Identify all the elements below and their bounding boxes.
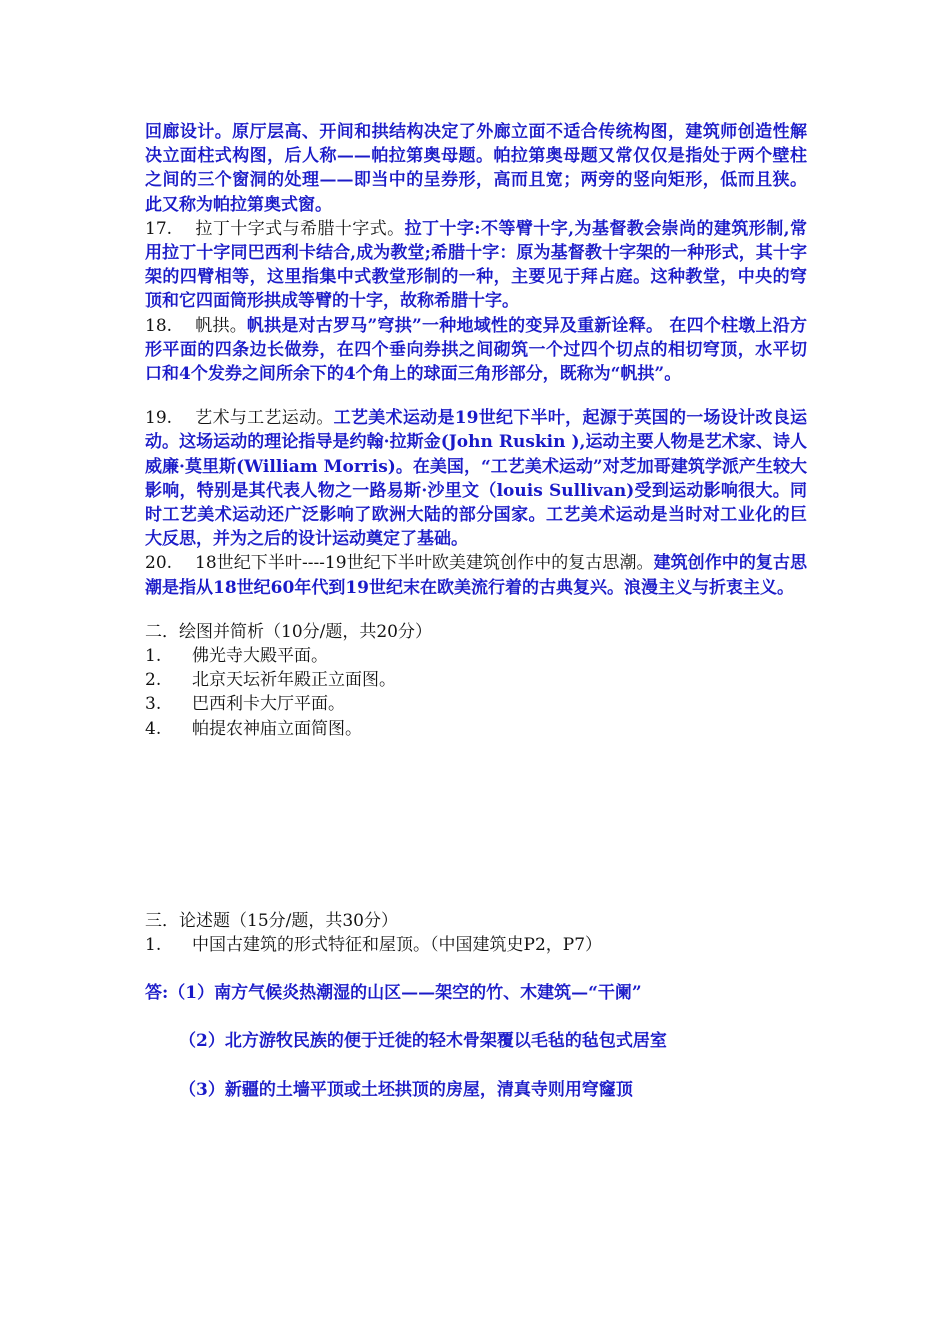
section-2-item [145,692,807,716]
item-20-answer: 建筑创作中的复古思潮是指从18世纪60年代到19世纪末在欧美流行着的古典复兴。浪漫主义与折衷主义。 [145,553,808,598]
item-index: 1. [145,646,162,667]
item-18-number: 18. [145,315,173,336]
item-index: 3. [145,694,162,715]
item-20 [145,551,807,599]
spacer [145,600,807,620]
paragraph-16-continuation: 回廊设计。原厅层高、开间和拱结构决定了外廊立面不适合传统构图，建筑师创造性解决立面柱式构图，后人称——帕拉第奥母题。帕拉第奥母题又常仅仅是指处于两个壁柱之间的三个窗洞的处理——即当中的呈券形，高而且宽；两旁的竖向矩形，低而且狭。此又称为帕拉第奥式窗。 [145,122,807,215]
item-text: 北京天坛祈年殿正立面图。 [192,670,396,691]
item-19-term: 艺术与工艺运动。 [195,408,334,429]
item-18-answer: 帆拱是对古罗马”穹拱”一种地域性的变异及重新诠释。 在四个柱墩上沿方形平面的四条边长做券，在四个垂向券拱之间砌筑一个过四个切点的相切穹顶，水平切口和4个发券之间所余下的4个角上的球面三角形部分，既称为“帆拱”。 [145,315,807,385]
item-index: 4. [145,718,162,739]
spacer [145,1005,807,1029]
spacer [145,741,807,909]
item-17-number: 17. [145,218,173,239]
spacer [145,1054,807,1078]
item-text: 佛光寺大殿平面。 [192,646,328,667]
section-3-heading: 三．论述题（15分/题，共30分） [145,910,398,931]
item-text: 帕提农神庙立面简图。 [192,718,362,739]
item-19-number: 19. [145,408,173,429]
item-index: 2. [145,670,162,691]
section-2-item [145,644,807,668]
answer-line-1: 答:（1）南方气候炎热潮湿的山区——架空的竹、木建筑—“干阑” [145,983,642,1004]
item-20-number: 20. [145,553,173,574]
item-18 [145,314,807,387]
question-text: 中国古建筑的形式特征和屋顶。（中国建筑史P2，P7） [192,935,603,956]
item-17-answer: 拉丁十字:不等臂十字,为基督教会崇尚的建筑形制,常用拉丁十字同巴西利卡结合,成为教堂;希腊十字：原为基督教十字架的一种形式，其十字架的四臂相等，这里指集中式教堂形制的一种，主要见于拜占庭。这种教堂，中央的穹顶和它四面筒形拱成等臂的十字，故称希腊十字。 [145,218,807,312]
item-text: 巴西利卡大厅平面。 [192,694,345,715]
answer-line-2: （2）北方游牧民族的便于迁徙的轻木骨架覆以毛毡的毡包式居室 [179,1031,667,1052]
spacer [145,386,807,406]
item-17-term: 拉丁十字式与希腊十字式。 [195,218,405,239]
spacer [145,957,807,981]
question-index: 1. [145,935,162,956]
item-19-answer: 工艺美术运动是19世纪下半叶，起源于英国的一场设计改良运动。这场运动的理论指导是约翰·拉斯金(John Ruskin ),运动主要人物是艺术家、诗人威廉·莫里斯(William Morris)。在美国，“工艺美术运动”对芝加哥建筑学派产生较大影响，特别是其代表人物之一路易斯·沙里文（louis Sullivan)受到运动影响很大。同时工艺美术运动还广泛影响了欧洲大陆的部分国家。工艺美术运动是当时对工业化的巨大反思，并为之后的设计运动奠定了基础。 [145,408,808,550]
answer-line-3: （3）新疆的土墙平顶或土坯拱顶的房屋，清真寺则用穹窿顶 [179,1079,633,1100]
section-3-question-1 [145,933,807,957]
item-17 [145,217,807,314]
item-18-term: 帆拱。 [195,315,247,336]
item-20-term: 18世纪下半叶----19世纪下半叶欧美建筑创作中的复古思潮。 [195,553,654,574]
section-2-item [145,668,807,692]
item-19 [145,406,807,551]
section-2-item [145,717,807,741]
section-2-heading: 二．绘图并简析（10分/题，共20分） [145,621,432,642]
document-body [145,120,807,1102]
